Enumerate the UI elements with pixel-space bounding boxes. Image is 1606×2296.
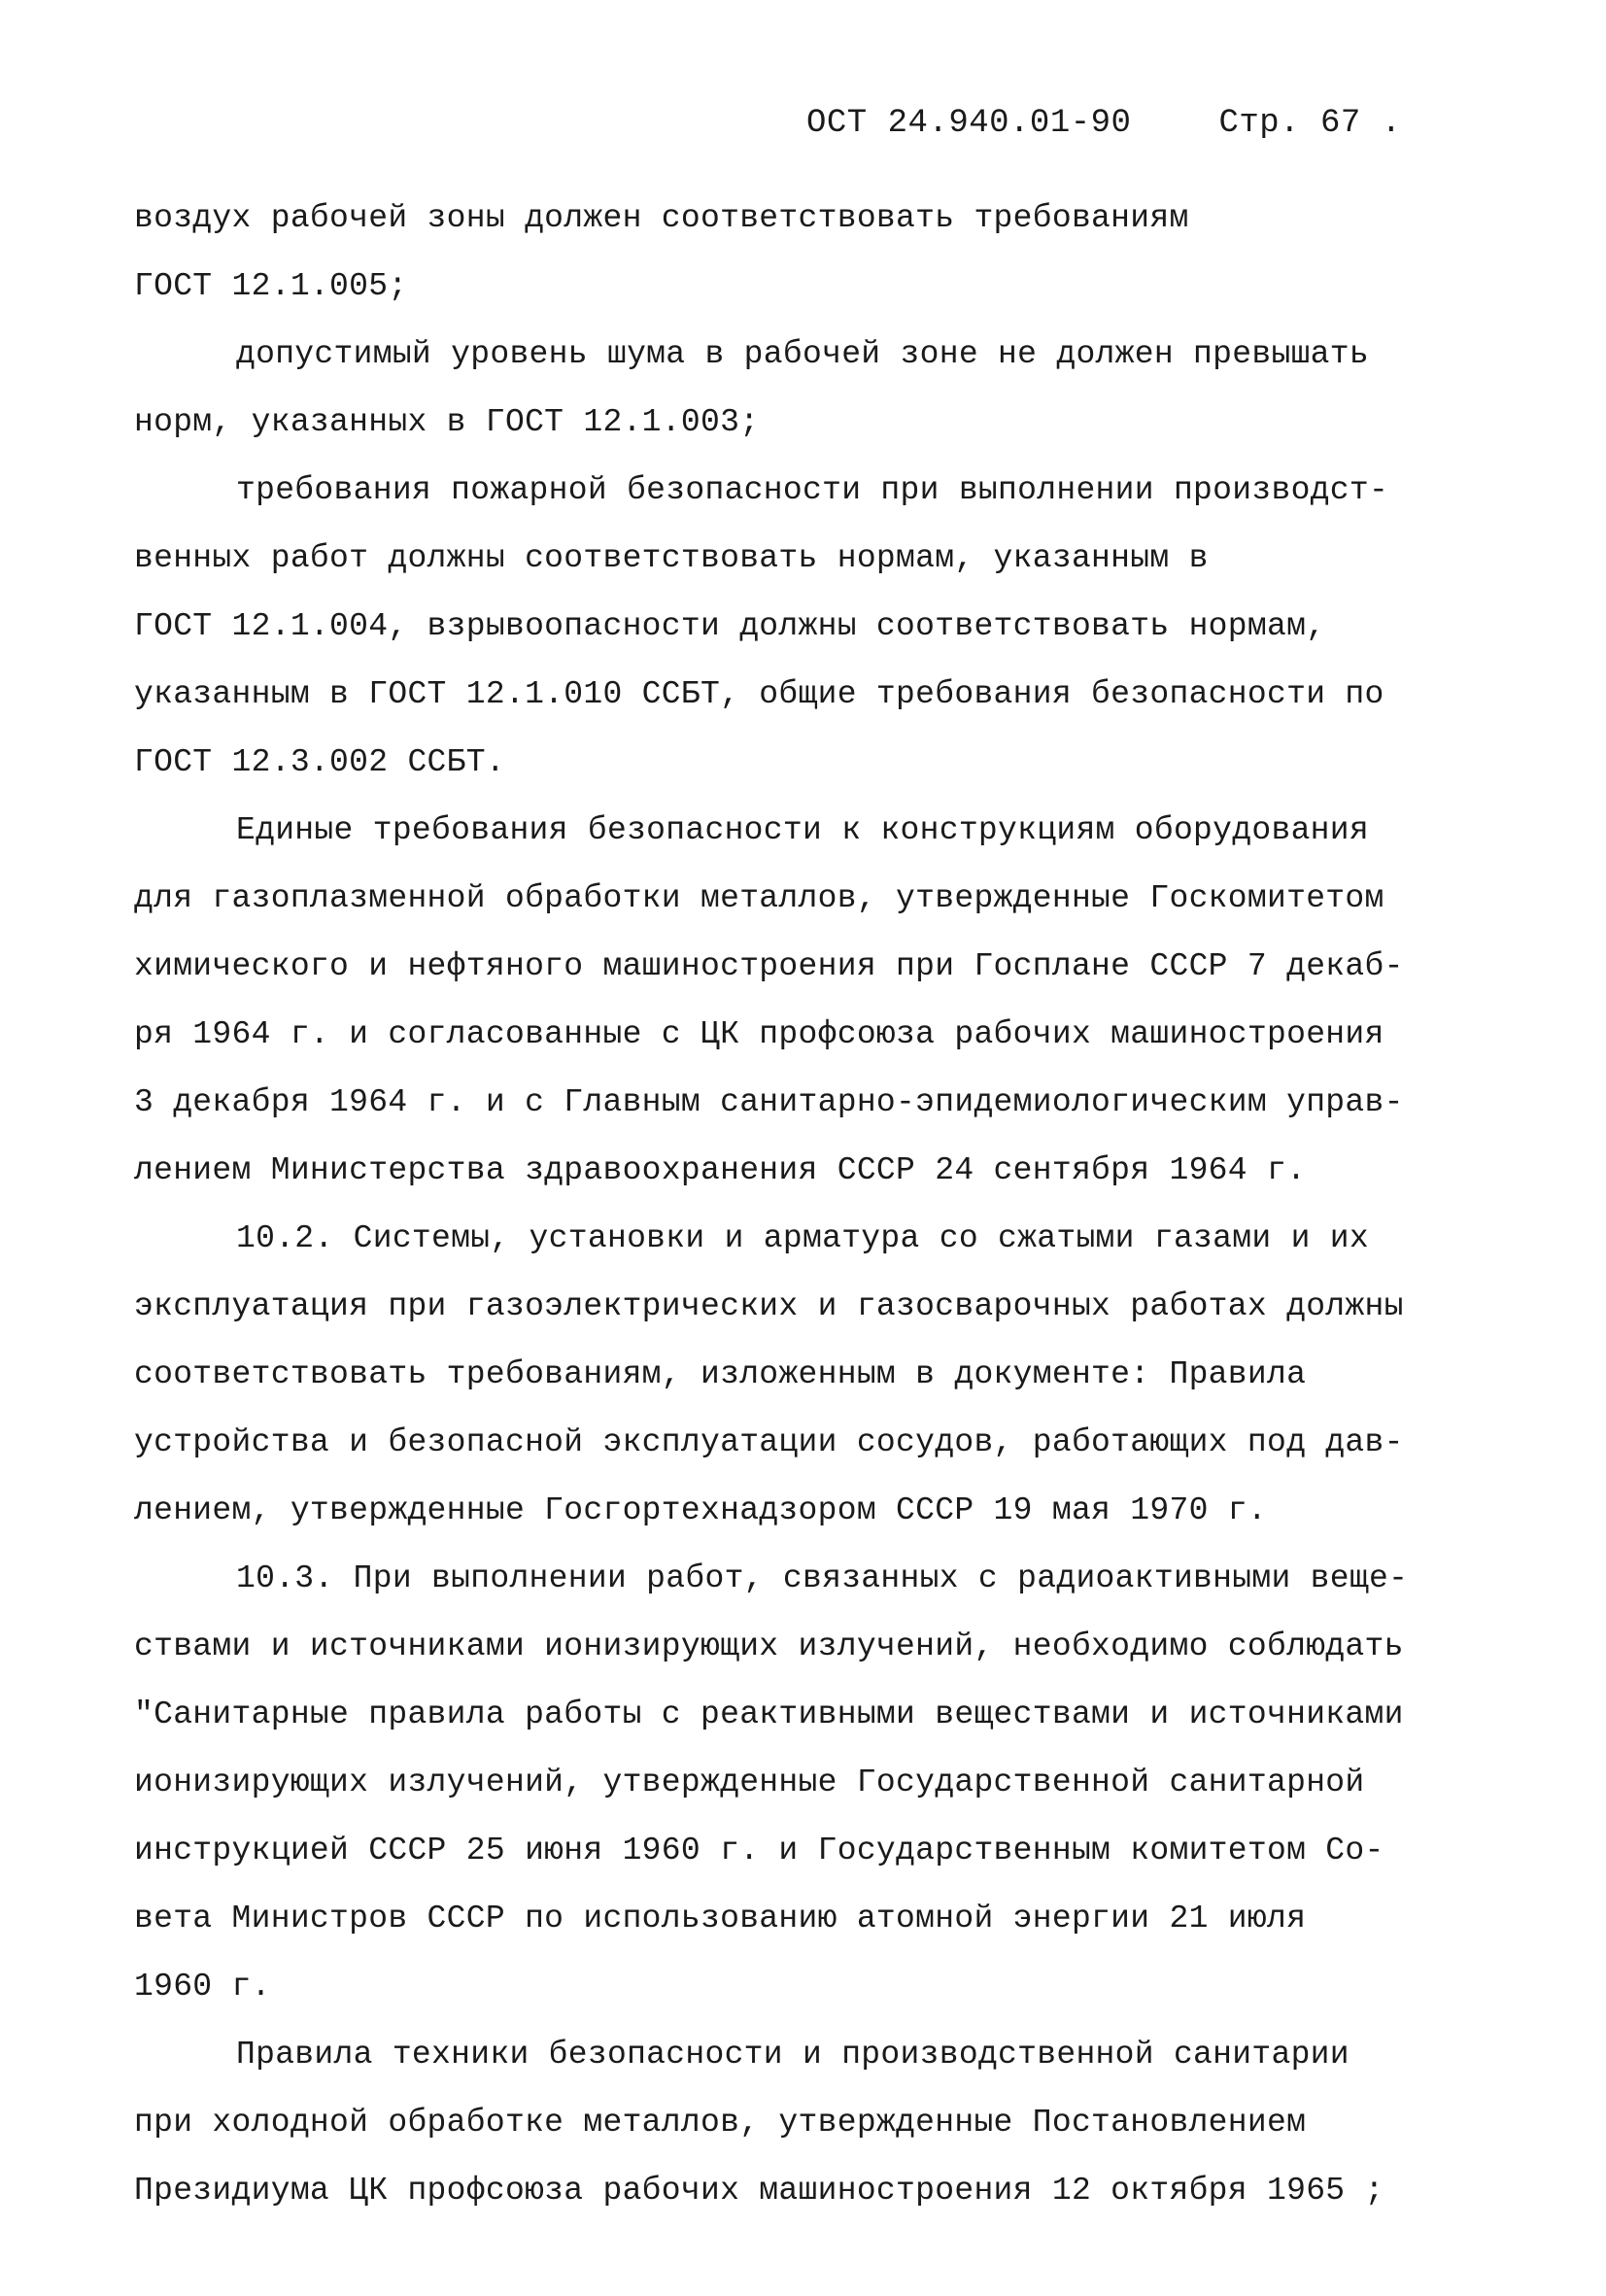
text-line: 1960 г. — [134, 1969, 271, 2005]
text-line: ионизирующих излучений, утвержденные Государственной санитарной — [134, 1765, 1365, 1800]
text-line: допустимый уровень шума в рабочей зоне не должен превышать — [236, 336, 1369, 372]
text-line: указанным в ГОСТ 12.1.010 ССБТ, общие требования безопасности по — [134, 676, 1384, 712]
text-line: ря 1964 г. и согласованные с ЦК профсоюза рабочих машиностроения — [134, 1016, 1384, 1052]
text-line: Правила техники безопасности и производственной санитарии — [236, 2037, 1350, 2073]
page-header — [806, 105, 1402, 142]
text-line: венных работ должны соответствовать нормам, указанным в — [134, 540, 1209, 576]
text-line: 10.3. При выполнении работ, связанных с радиоактивными веще- — [236, 1560, 1409, 1596]
text-line: "Санитарные правила работы с реактивными веществами и источниками — [134, 1696, 1404, 1732]
text-line: норм, указанных в ГОСТ 12.1.003; — [134, 404, 760, 440]
text-line: ГОСТ 12.3.002 ССБТ. — [134, 744, 505, 780]
text-line: инструкцией СССР 25 июня 1960 г. и Государственным комитетом Со- — [134, 1833, 1384, 1868]
text-line: для газоплазменной обработки металлов, утвержденные Госкомитетом — [134, 880, 1384, 916]
text-line: 3 декабря 1964 г. и с Главным санитарно-эпидемиологическим управ- — [134, 1084, 1404, 1120]
text-line: соответствовать требованиям, изложенным в документе: Правила — [134, 1356, 1307, 1392]
document-code: ОСТ 24.940.01-90 — [806, 105, 1132, 142]
text-line: ГОСТ 12.1.004, взрывоопасности должны соответствовать нормам, — [134, 608, 1326, 644]
text-line: ствами и источниками ионизирующих излучений, необходимо соблюдать — [134, 1628, 1404, 1664]
text-line: эксплуатация при газоэлектрических и газосварочных работах должны — [134, 1288, 1404, 1324]
text-line: вета Министров СССР по использованию атомной энергии 21 июля — [134, 1901, 1307, 1936]
text-line: при холодной обработке металлов, утвержденные Постановлением — [134, 2105, 1307, 2141]
text-line: воздух рабочей зоны должен соответствовать требованиям — [134, 200, 1189, 236]
text-line: ГОСТ 12.1.005; — [134, 268, 408, 304]
document-body — [134, 185, 1475, 2225]
text-line: Единые требования безопасности к конструкциям оборудования — [236, 812, 1369, 848]
text-line: Президиума ЦК профсоюза рабочих машиностроения 12 октября 1965 ; — [134, 2173, 1384, 2209]
text-line: устройства и безопасной эксплуатации сосудов, работающих под дав- — [134, 1424, 1404, 1460]
text-line: лением Министерства здравоохранения СССР 24 сентября 1964 г. — [134, 1152, 1307, 1188]
text-line: лением, утвержденные Госгортехнадзором СССР 19 мая 1970 г. — [134, 1492, 1267, 1528]
text-line: 10.2. Системы, установки и арматура со сжатыми газами и их — [236, 1220, 1369, 1256]
page-number: Стр. 67 . — [1218, 105, 1402, 142]
text-line: химического и нефтяного машиностроения при Госплане СССР 7 декаб- — [134, 948, 1404, 984]
text-line: требования пожарной безопасности при выполнении производст- — [236, 472, 1389, 508]
